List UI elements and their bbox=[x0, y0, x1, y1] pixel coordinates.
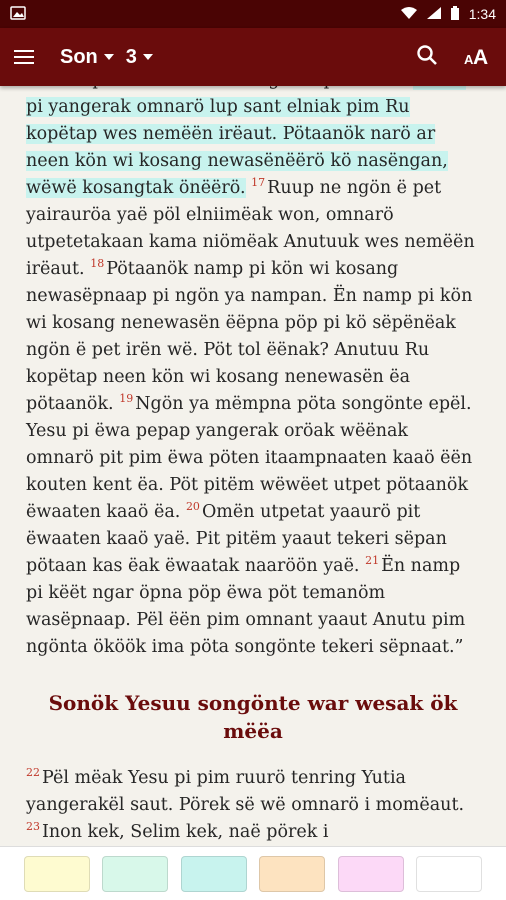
verse-number: 19 bbox=[119, 392, 134, 406]
highlight-swatch-pink[interactable] bbox=[338, 856, 404, 892]
verse-number: 23 bbox=[26, 820, 40, 834]
chapter-content[interactable] bbox=[0, 86, 506, 846]
status-bar bbox=[0, 0, 506, 28]
verse-number: 20 bbox=[185, 500, 200, 514]
passage-text bbox=[0, 765, 506, 846]
verse-number: 22 bbox=[26, 766, 40, 780]
verse-23[interactable] bbox=[26, 822, 328, 842]
svg-text:A: A bbox=[473, 46, 489, 69]
verse-text: Pötaanök namp pi kön wi kosang newasëpnaap pi ngön ya nampan. Ën namp pi kön wi kosang nenewasën ëëpna pöp pi kö sëpënëak ngön ë pet irën wë. Pöt tol ëënak? Anutuu Ru kopëtap neen kön wi kosang nenewasën ëa pötaanök. bbox=[26, 259, 473, 414]
status-time: 1:34 bbox=[468, 6, 496, 22]
verse-text: Ngön ya mëmpna pöta songönte epël. Yesu pi ëwa pepap yangerak oröak wëënak omnarö pit pim ëwa pöten itaampnaaten kaaö ëën kouten kent ëa. Pöt pitëm wëwëet utpet pötaanök ëwaaten kaaö ëa. bbox=[26, 394, 473, 522]
wifi-icon bbox=[401, 6, 417, 22]
menu-icon[interactable] bbox=[14, 40, 48, 74]
highlight-swatch-orange[interactable] bbox=[259, 856, 325, 892]
book-name: Son bbox=[60, 45, 98, 68]
notification-icon bbox=[10, 6, 26, 23]
battery-icon bbox=[451, 6, 459, 23]
highlight-swatch-cyan[interactable] bbox=[181, 856, 247, 892]
search-icon[interactable] bbox=[416, 44, 438, 70]
highlight-swatch-green[interactable] bbox=[102, 856, 168, 892]
verse-text: pi yangerak omnarö lup sant elniak pim Ru kopëtap wes nemëën irëaut. Pötaanök narö ar neen kön wi kosang newasënëërö kö nasëngan, wëwë kosangtak önëërö. bbox=[26, 70, 466, 198]
svg-text:A: A bbox=[464, 52, 474, 67]
chevron-down-icon bbox=[104, 54, 114, 60]
highlight-swatch-yellow[interactable] bbox=[24, 856, 90, 892]
verse-number: 18 bbox=[90, 257, 105, 271]
chapter-number: 3 bbox=[125, 45, 137, 68]
book-selector[interactable] bbox=[60, 46, 114, 69]
verse-number: 17 bbox=[251, 176, 266, 190]
toolbar bbox=[0, 28, 506, 86]
section-heading: Sonök Yesuu songönte war wesak ök mëëa bbox=[48, 691, 458, 743]
verse-text: Inon kek, Selim kek, naë pörek i bbox=[42, 822, 329, 842]
verse-22[interactable] bbox=[26, 768, 464, 815]
verse-text: Ruup ne ngön ë pet yairauröa yaë pöl elniimëak won, omnarö utpetetakaan kama niömëak Anutuuk wes nemëën irëaut. bbox=[26, 178, 475, 279]
verse-text: Omën utpetat yaaurö pit ëwaaten kaaö yaë. Pit pitëm yaaut tekeri sëpan pötaan kas ëak ëwaatak naaröön yaë. bbox=[26, 502, 447, 576]
chevron-down-icon bbox=[143, 54, 153, 60]
verse-18[interactable] bbox=[26, 259, 472, 414]
chapter-selector[interactable] bbox=[126, 46, 153, 69]
verse-text: Pël mëak Yesu pi pim ruurö tenring Yutia yangerakël saut. Pörek së wë omnarö i momëaut. bbox=[26, 768, 465, 815]
signal-icon bbox=[427, 6, 441, 22]
text-size-icon[interactable] bbox=[464, 44, 492, 70]
verse-text: Ën namp pi këët ngar öpna pöp ëwa pöt temanöm wasëpnaap. Pël ëën pim omnant yaaut Anutu pim ngönta ököök ima pöta songönte tekeri sëpnaat.” bbox=[26, 556, 466, 657]
verse-number: 21 bbox=[365, 554, 380, 568]
highlight-color-bar bbox=[0, 846, 506, 900]
passage-text bbox=[0, 67, 506, 661]
highlight-swatch-white[interactable] bbox=[416, 856, 482, 892]
